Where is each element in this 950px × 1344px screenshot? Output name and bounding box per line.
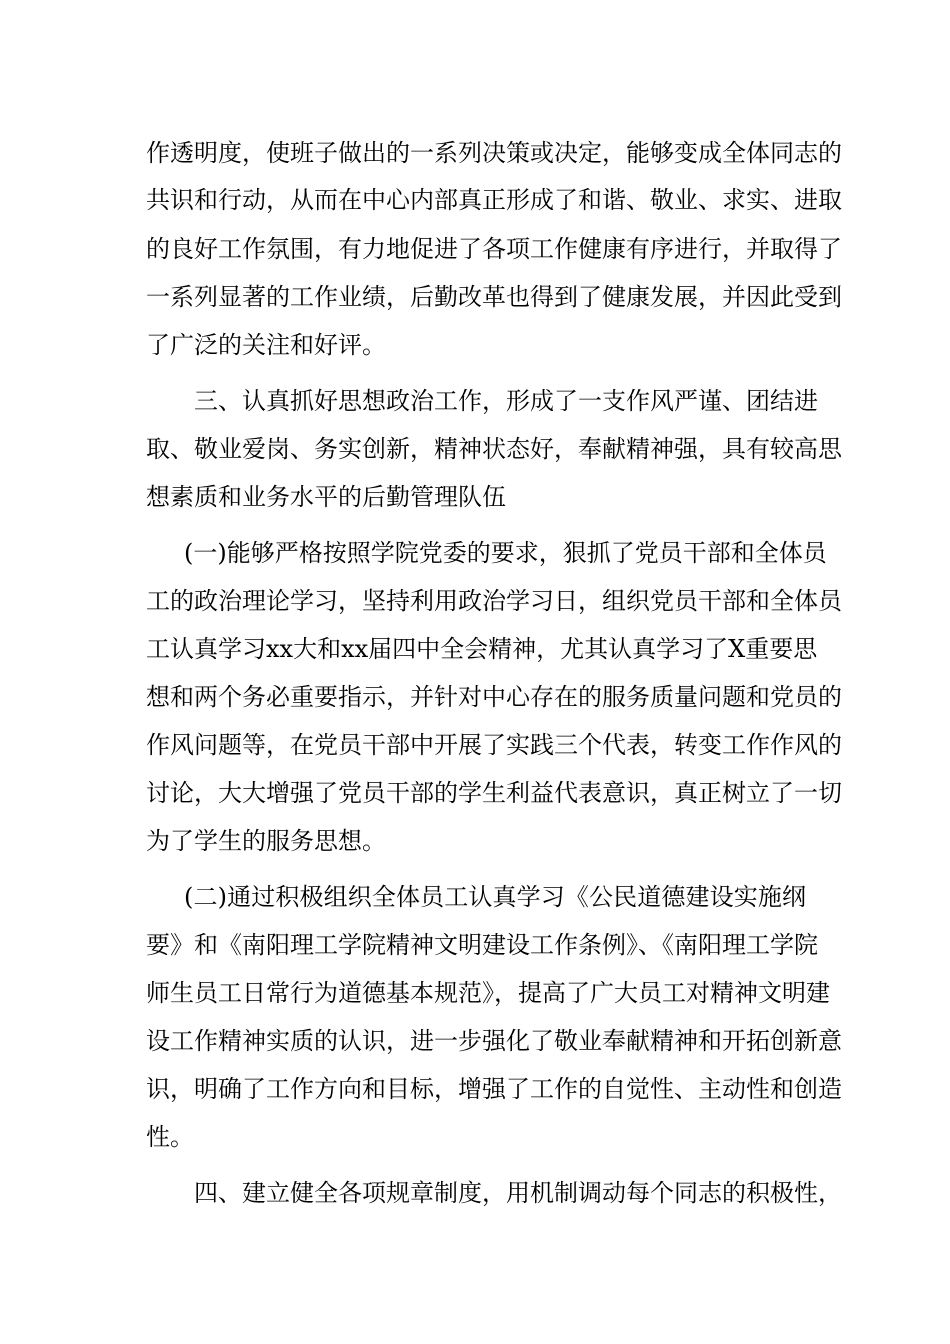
text-line: 为了学生的服务思想。 xyxy=(146,827,386,855)
text-line: 想和两个务必重要指示，并针对中心存在的服务质量问题和党员的 xyxy=(146,683,842,711)
text-line: 工认真学习xx大和xx届四中全会精神，尤其认真学习了X重要思 xyxy=(146,635,818,663)
text-line: 识，明确了工作方向和目标，增强了工作的自觉性、主动性和创造 xyxy=(146,1075,842,1103)
text-line: 想素质和业务水平的后勤管理队伍 xyxy=(146,483,506,511)
section-heading-line: 四、建立健全各项规章制度，用机制调动每个同志的积极性， xyxy=(194,1179,842,1207)
text-line: 的良好工作氛围，有力地促进了各项工作健康有序进行，并取得了 xyxy=(146,235,842,263)
section-heading-line: 三、认真抓好思想政治工作，形成了一支作风严谨、团结进 xyxy=(194,387,818,415)
text-line: 了广泛的关注和好评。 xyxy=(146,331,386,359)
text-line: 性。 xyxy=(146,1123,194,1151)
text-line: 作风问题等，在党员干部中开展了实践三个代表，转变工作作风的 xyxy=(146,731,842,759)
text-line: 共识和行动，从而在中心内部真正形成了和谐、敬业、求实、进取 xyxy=(146,186,842,214)
text-line: 作透明度，使班子做出的一系列决策或决定，能够变成全体同志的 xyxy=(146,139,842,167)
text-line: 师生员工日常行为道德基本规范》，提高了广大员工对精神文明建 xyxy=(146,979,830,1007)
text-line: 工的政治理论学习，坚持利用政治学习日，组织党员干部和全体员 xyxy=(146,587,842,615)
text-line: 一系列显著的工作业绩，后勤改革也得到了健康发展，并因此受到 xyxy=(146,283,842,311)
text-line: 取、敬业爱岗、务实创新，精神状态好，奉献精神强，具有较高思 xyxy=(146,435,842,463)
text-line: 设工作精神实质的认识，进一步强化了敬业奉献精神和开拓创新意 xyxy=(146,1027,842,1055)
paragraph-first-line: (二)通过积极组织全体员工认真学习《公民道德建设实施纲 xyxy=(184,883,806,911)
text-line: 要》和《南阳理工学院精神文明建设工作条例》、《南阳理工学院 xyxy=(146,931,818,959)
text-line: 讨论，大大增强了党员干部的学生利益代表意识，真正树立了一切 xyxy=(146,779,842,807)
paragraph-first-line: (一)能够严格按照学院党委的要求，狠抓了党员干部和全体员 xyxy=(184,539,827,567)
